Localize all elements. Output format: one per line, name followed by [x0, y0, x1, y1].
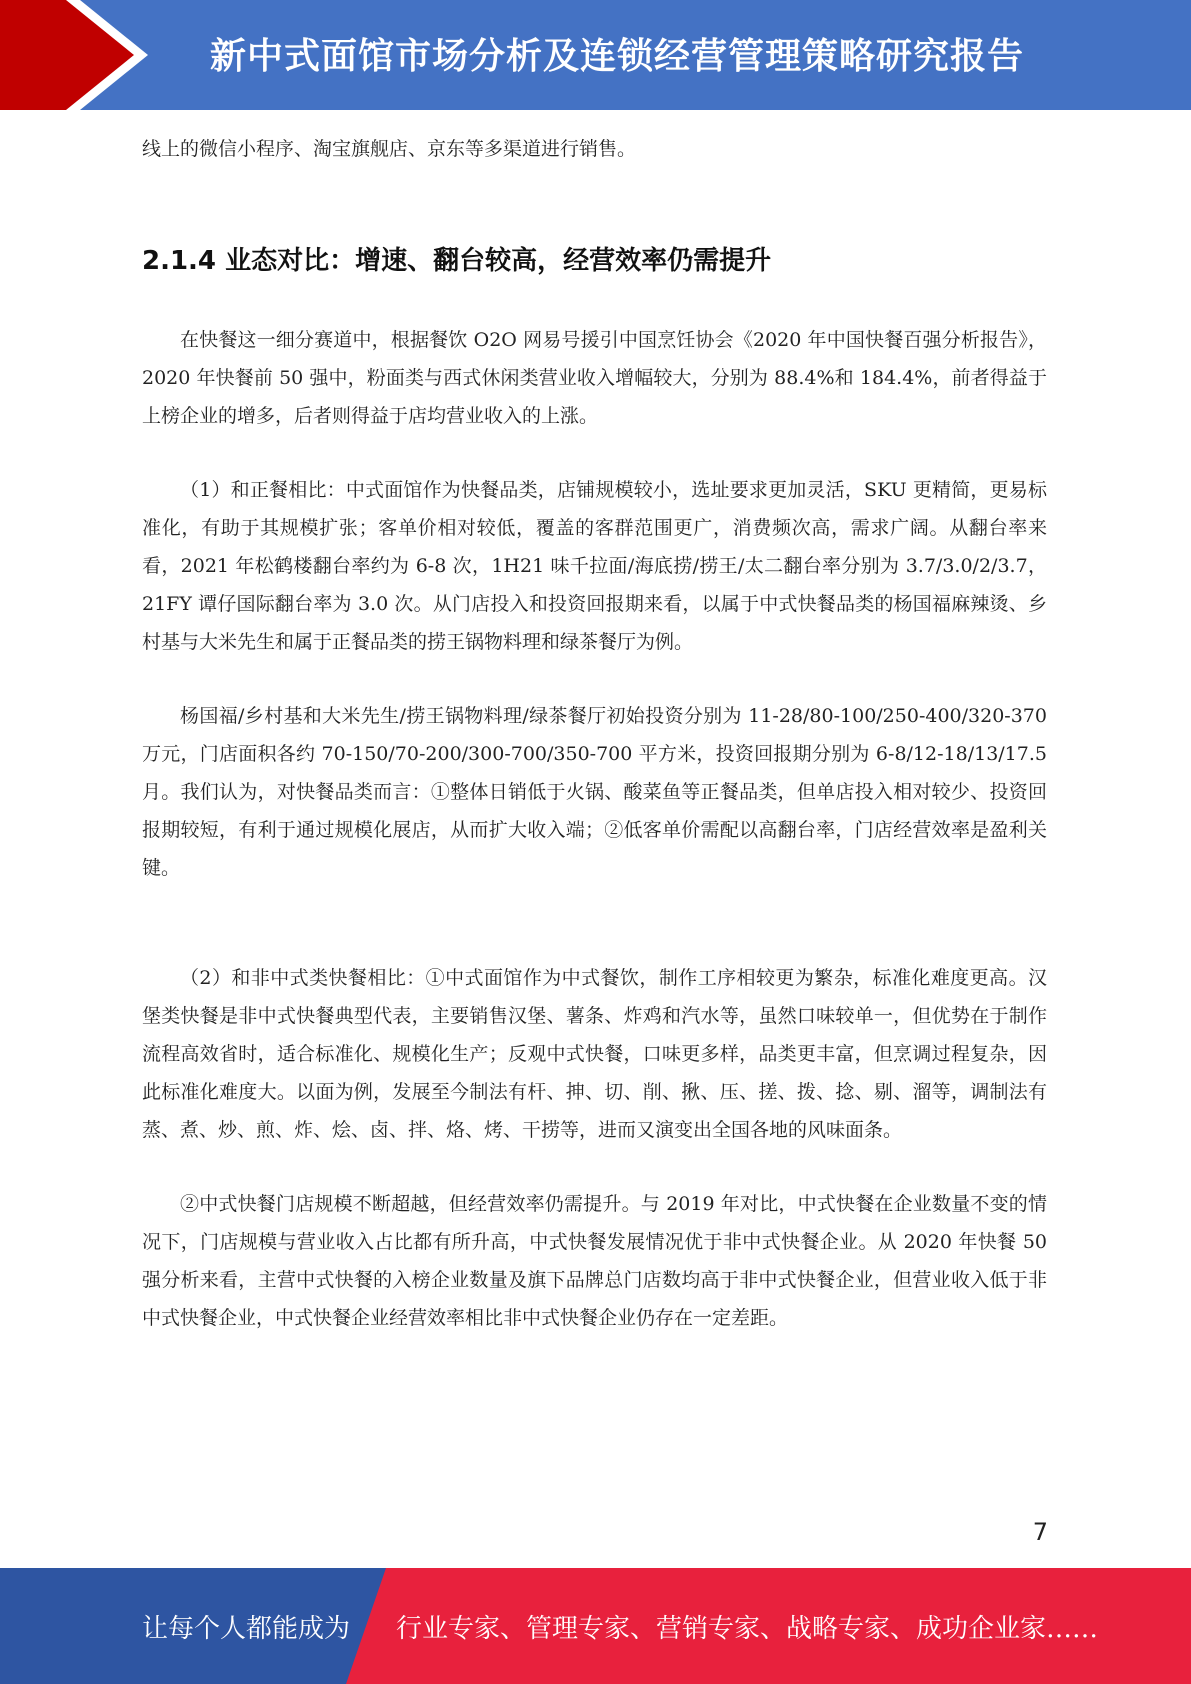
paragraph-continuation: 线上的微信小程序、淘宝旗舰店、京东等多渠道进行销售。 — [142, 138, 637, 160]
paragraph-efficiency: ②中式快餐门店规模不断超越，但经营效率仍需提升。与 2019 年对比，中式快餐在企业数量不变的情况下，门店规模与营业收入占比都有所升高，中式快餐发展情况优于非中式快餐企业。从 2020 年快餐 50 强分析来看，主营中式快餐的入榜企业数量及旗下品牌总门店数均高于非中式快餐企业，但营业收入低于非中式快餐企业，中式快餐企业经营效率相比非中式快餐企业仍存在一定差距。 — [142, 1193, 1047, 1329]
paragraph-vs-western-fastfood: （2）和非中式类快餐相比：①中式面馆作为中式餐饮，制作工序相较更为繁杂，标准化难度更高。汉堡类快餐是非中式快餐典型代表，主要销售汉堡、薯条、炸鸡和汽水等，虽然口味较单一，但优势在于制作流程高效省时，适合标准化、规模化生产；反观中式快餐，口味更多样，品类更丰富，但烹调过程复杂，因此标准化难度大。以面为例，发展至今制法有杆、抻、切、削、揪、压、搓、拨、捻、剔、溜等，调制法有蒸、煮、炒、煎、炸、烩、卤、拌、烙、烤、干捞等，进而又演变出全国各地的风味面条。 — [142, 967, 1047, 1141]
header-arrow-decoration — [0, 0, 160, 110]
footer-slogan-left: 让每个人都能成为 — [142, 1614, 351, 1644]
page-number: 7 — [1032, 1518, 1048, 1546]
page-footer — [0, 1568, 1191, 1684]
footer-slogan-right: 行业专家、管理专家、营销专家、战略专家、成功企业家…… — [396, 1614, 1099, 1644]
page-content — [142, 130, 1047, 1337]
section-heading: 2.1.4 业态对比：增速、翻台较高，经营效率仍需提升 — [142, 246, 772, 276]
page-header — [0, 0, 1191, 110]
paragraph-investment: 杨国福/乡村基和大米先生/捞王锅物料理/绿茶餐厅初始投资分别为 11-28/80-100/250-400/320-370 万元，门店面积各约 70-150/70-200/300-700/350-700 平方米，投资回报期分别为 6-8/12-18/13/17.5 月。我们认为，对快餐品类而言：①整体日销低于火锅、酸菜鱼等正餐品类，但单店投入相对较少、投资回报期较短，有利于通过规模化展店，从而扩大收入端；②低客单价需配以高翻台率，门店经营效率是盈利关键。 — [142, 705, 1047, 879]
paragraph-fastfood-top50: 在快餐这一细分赛道中，根据餐饮 O2O 网易号援引中国烹饪协会《2020 年中国快餐百强分析报告》，2020 年快餐前 50 强中，粉面类与西式休闲类营业收入增幅较大，分别为 88.4%和 184.4%，前者得益于上榜企业的增多，后者则得益于店均营业收入的上涨。 — [142, 329, 1047, 427]
report-title: 新中式面馆市场分析及连锁经营管理策略研究报告 — [210, 36, 1025, 77]
paragraph-vs-dining: （1）和正餐相比：中式面馆作为快餐品类，店铺规模较小，选址要求更加灵活，SKU 更精简，更易标准化，有助于其规模扩张；客单价相对较低，覆盖的客群范围更广，消费频次高，需求广阔。从翻台率来看，2021 年松鹤楼翻台率约为 6-8 次，1H21 味千拉面/海底捞/捞王/太二翻台率分别为 3.7/3.0/2/3.7，21FY 谭仔国际翻台率为 3.0 次。从门店投入和投资回报期来看，以属于中式快餐品类的杨国福麻辣烫、乡村基与大米先生和属于正餐品类的捞王锅物料理和绿茶餐厅为例。 — [142, 479, 1047, 653]
